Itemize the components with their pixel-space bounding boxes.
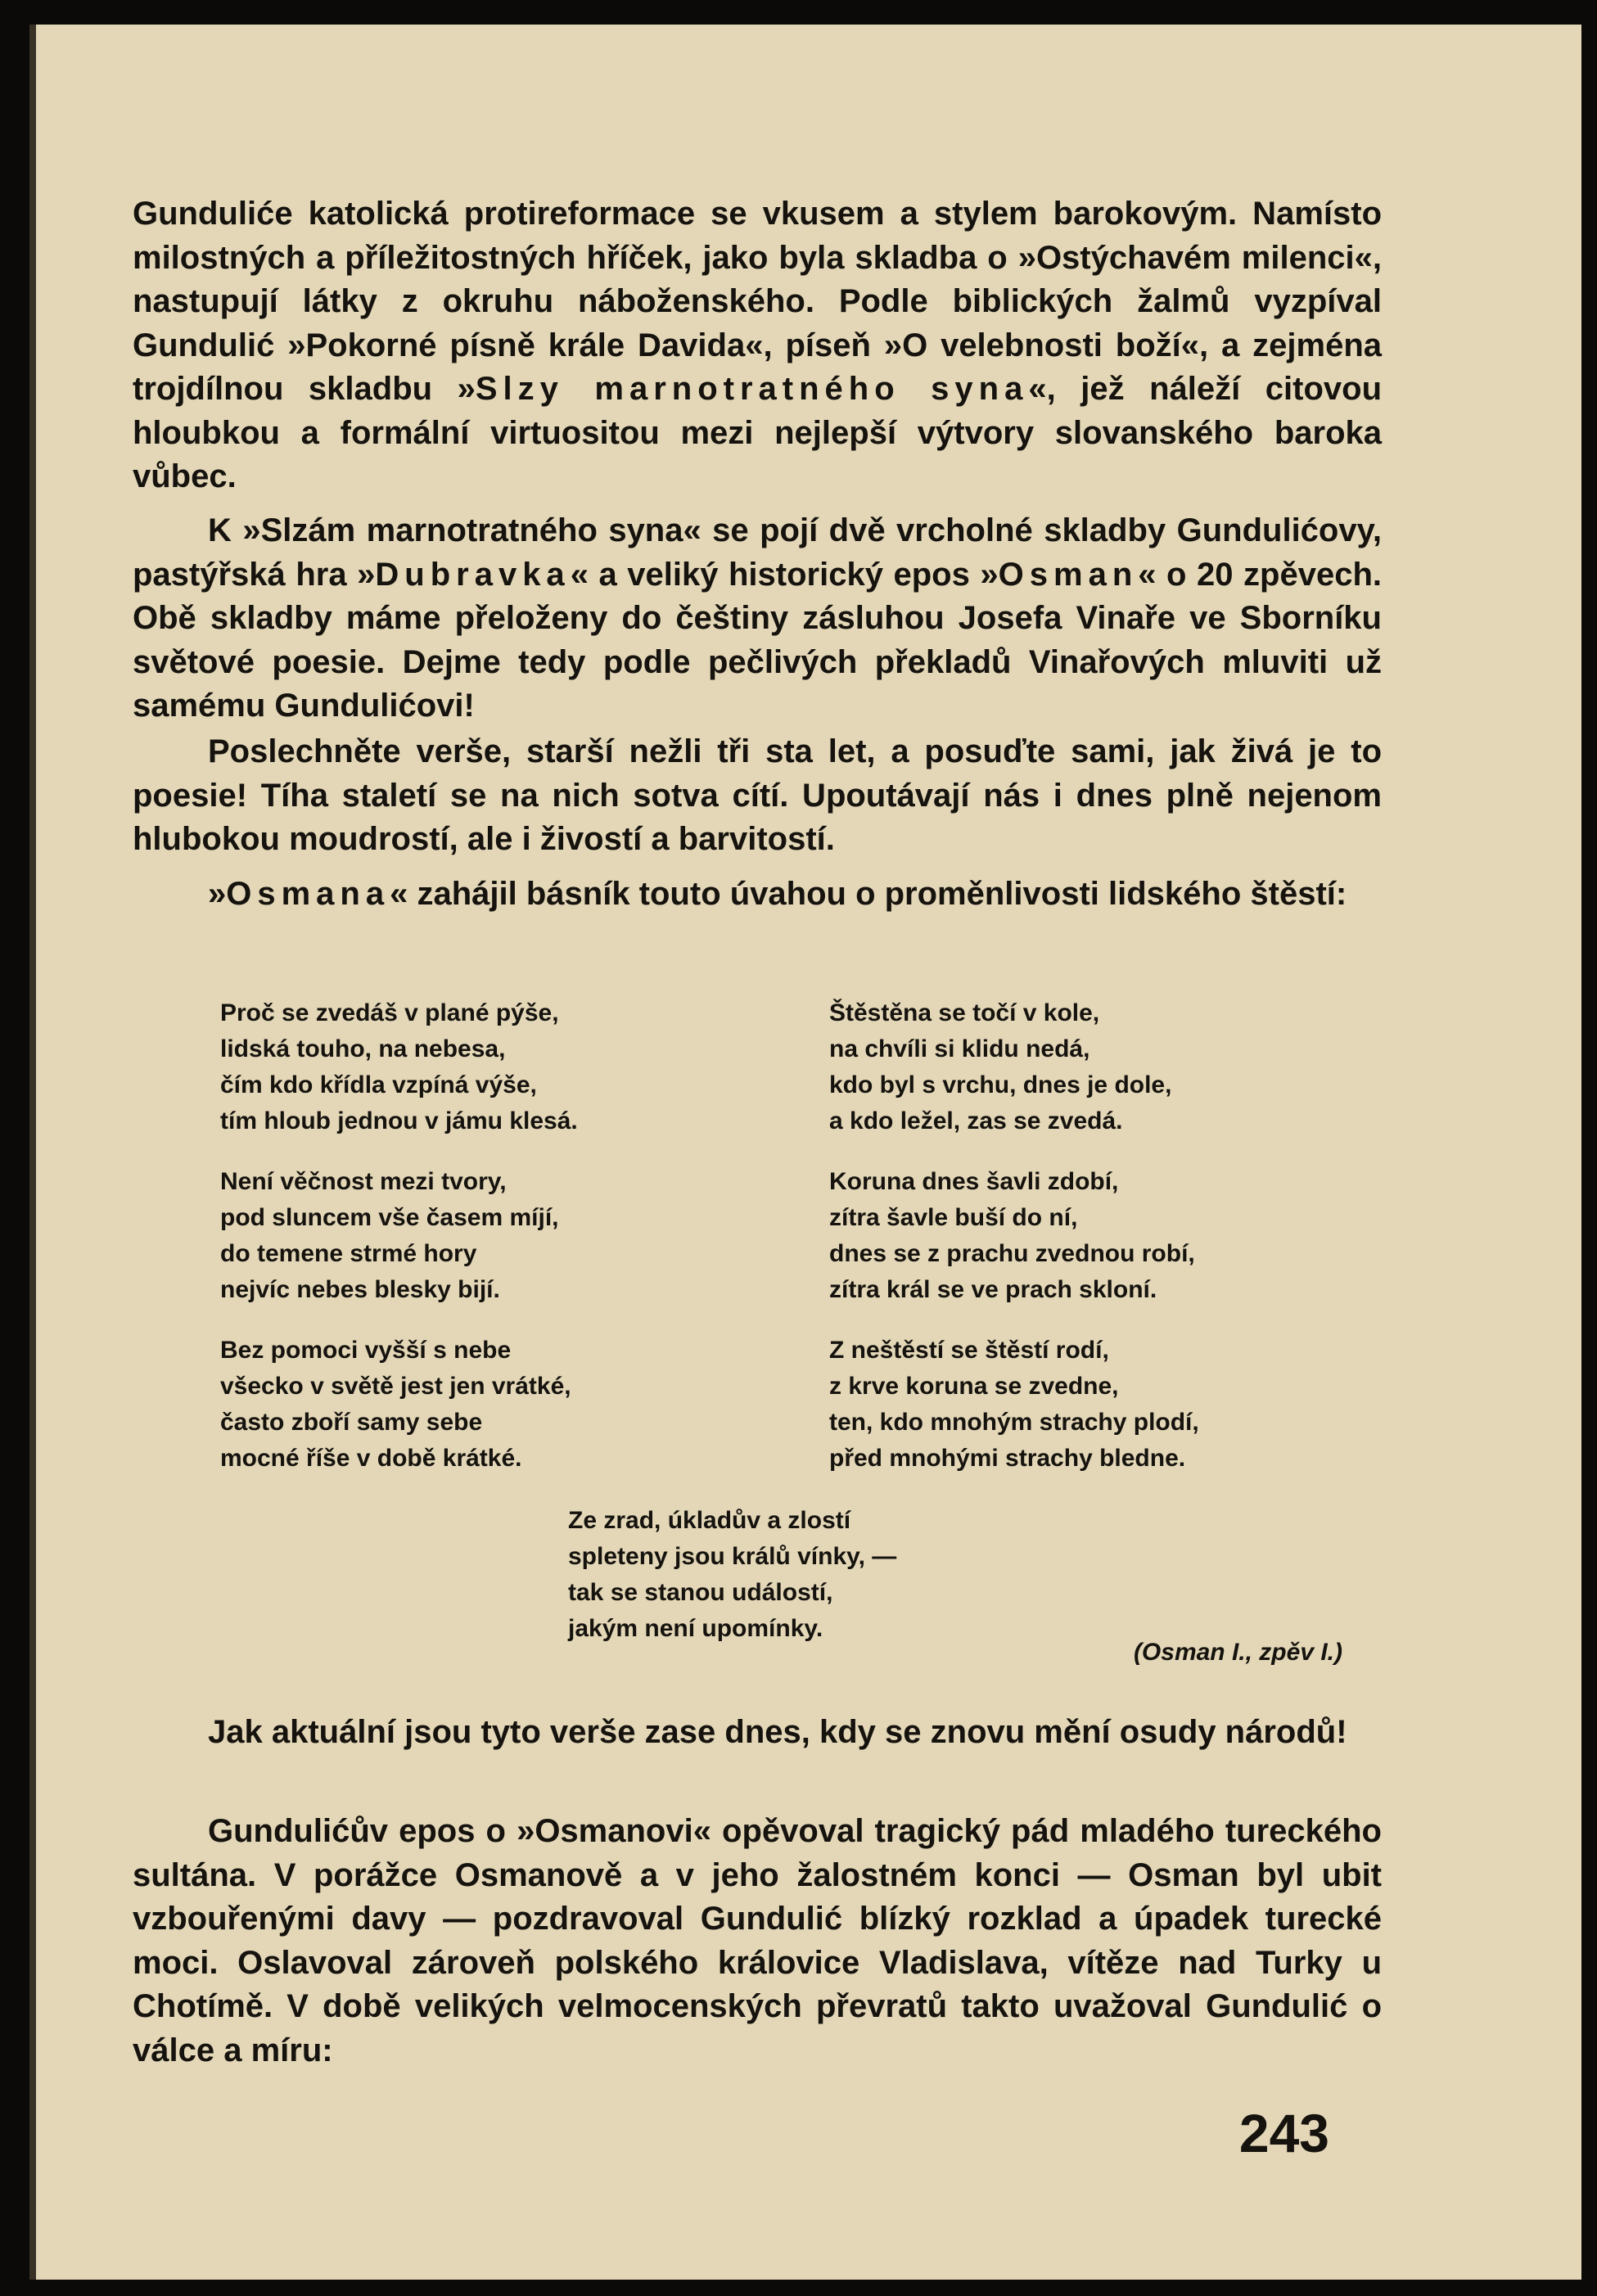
poem-stanza-right-1: Štěstěna se točí v kole, na chvíli si klidu nedá, kdo byl s vrchu, dnes je dole, a kdo ležel, zas se zvedá.	[829, 999, 1172, 1134]
paragraph-text: « o 20 zpěvech. Obě skladby máme přeloženy do češtiny zásluhou Josefa Vinaře ve Sborníku světové poesie. Dejme tedy podle pečlivých překladů Vinařových mluviti už samému Gundulićovi!	[133, 556, 1383, 724]
paragraph-text: K »Slzám marnotratného syna« se pojí dvě vrcholné skladby Gundulićovy, pastýřská hra »	[133, 512, 1382, 593]
poem-stanza-left-2: Není věčnost mezi tvory, pod sluncem vše časem míjí, do temene strmé hory nejvíc nebes blesky bijí.	[220, 1168, 559, 1303]
paragraph-osman-intro	[133, 873, 1382, 917]
poem-stanza-left-3: Bez pomoci vyšší s nebe všecko v světě jest jen vrátké, často zboří samy sebe mocné říše v době krátké.	[220, 1337, 571, 1472]
book-page	[29, 25, 1581, 2280]
spaced-title: Osmana	[226, 876, 390, 912]
spaced-title: Slzy marnotratného syna	[475, 371, 1029, 407]
poem-citation: (Osman I., zpěv I.)	[1133, 1639, 1342, 1666]
paragraph-listen-verses: Poslechněte verše, starší nežli tři sta let, a posuďte sami, jak živá je to poesie! Tíha staletí se na nich sotva cítí. Upoutávají nás i dnes plně nejenom hlubokou moudrostí, ale i živostí a barvitostí.	[133, 733, 1382, 857]
poem-stanza-right-3: Z neštěstí se štěstí rodí, z krve koruna se zvedne, ten, kdo mnohým strachy plodí, před mnohými strachy bledne.	[829, 1337, 1199, 1472]
paragraph-text: Gundulićе katolická protireformace se vkusem a stylem barokovým. Namísto milostných a příležitostných hříček, jako byla skladba o »Ostýchavém milenci«, nastupují látky z okruhu náboženského. Podle biblických žalmů vyzpíval Gundulić »Pokorné písně krále Davida«, píseň »O velebnosti boží«, a zejména trojdílnou skladbu »	[133, 196, 1382, 407]
paragraph-osman-epic: Gundulićův epos o »Osmanovi« opěvoval tragický pád mladého tureckého sultána. V porážce Osmanově a v jeho žalostném konci — Osman byl ubit vzbouřenými davy — pozdravoval Gundulić blízký rozklad a úpadek turecké moci. Oslavoval zároveň polského královice Vladislava, vítěze nad Turky u Chotímě. V době velikých velmocenských převratů takto uvažoval Gundulić o válce a míru:	[133, 1813, 1382, 2068]
poem-stanza-left-1: Proč se zvedáš v plané pýše, lidská touho, na nebesa, čím kdo křídla vzpíná výše, tím hloub jednou v jámu klesá.	[220, 999, 578, 1134]
paragraph-gundulic-baroque	[133, 192, 1382, 499]
page-binding-edge	[29, 25, 36, 2280]
paragraph-text: «, jež náleží citovou hloubkou a formální virtuositou mezi nejlepší výtvory slovanského baroka vůbec.	[133, 371, 1382, 494]
paragraph-text: « a veliký historický epos »	[570, 556, 999, 593]
paragraph-major-works	[133, 509, 1382, 728]
spaced-title: Dubravka	[375, 556, 571, 593]
poem-stanza-center: Ze zrad, úkladův a zlostí spleteny jsou králů vínky, — tak se stanou událostí, jakým není upomínky.	[568, 1507, 897, 1642]
paragraph-actual-verses: Jak aktuální jsou tyto verše zase dnes, kdy se znovu mění osudy národů!	[208, 1714, 1347, 1750]
paragraph-text: »	[208, 876, 227, 912]
spaced-title: Osman	[998, 556, 1139, 593]
paragraph-text: « zahájil básník touto úvahou o proměnlivosti lidského štěstí:	[390, 876, 1347, 912]
page-number: 243	[1238, 2103, 1329, 2163]
poem-stanza-right-2: Koruna dnes šavli zdobí, zítra šavle buší do ní, dnes se z prachu zvednou robí, zítra král se ve prach skloní.	[829, 1168, 1195, 1303]
